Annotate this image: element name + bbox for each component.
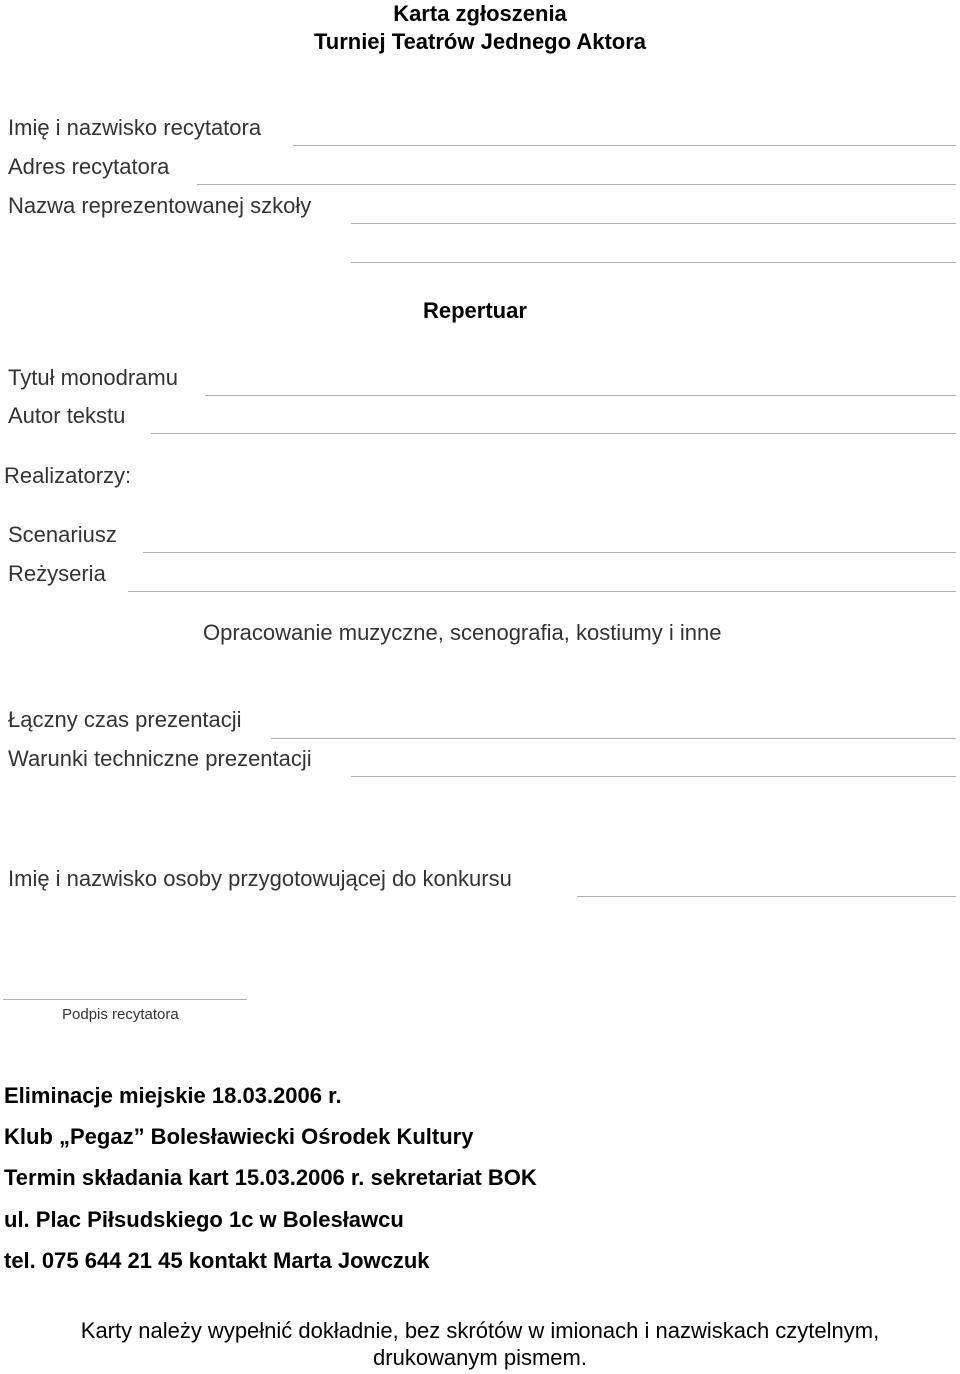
- school-label: Nazwa reprezentowanej szkoły: [8, 193, 312, 218]
- info-address: ul. Plac Piłsudskiego 1c w Bolesławcu: [4, 1207, 404, 1232]
- author-line[interactable]: [151, 433, 956, 434]
- direction-label: Reżyseria: [8, 561, 106, 586]
- direction-line[interactable]: [128, 591, 956, 592]
- repertoire-heading: Repertuar: [423, 298, 527, 323]
- name-field-line[interactable]: [293, 145, 956, 146]
- school-field-line[interactable]: [351, 223, 956, 224]
- teacher-label: Imię i nazwisko osoby przygotowującej do konkursu: [8, 866, 512, 891]
- other-creators-label: Opracowanie muzyczne, scenografia, kostiumy i inne: [203, 620, 722, 645]
- school-field-line-2[interactable]: [351, 262, 956, 263]
- total-time-label: Łączny czas prezentacji: [8, 707, 242, 732]
- creators-heading: Realizatorzy:: [4, 463, 132, 488]
- info-contact: tel. 075 644 21 45 kontakt Marta Jowczuk: [4, 1248, 430, 1273]
- info-eliminations: Eliminacje miejskie 18.03.2006 r.: [4, 1083, 342, 1108]
- signature-label: Podpis recytatora: [62, 1006, 179, 1023]
- address-field-line[interactable]: [197, 184, 956, 185]
- script-label: Scenariusz: [8, 522, 117, 547]
- note-line-2: drukowanym pismem.: [373, 1345, 587, 1370]
- technical-conditions-line[interactable]: [351, 776, 956, 777]
- author-label: Autor tekstu: [8, 403, 126, 428]
- name-label: Imię i nazwisko recytatora: [8, 115, 262, 140]
- note-line-1: Karty należy wypełnić dokładnie, bez skrótów w imionach i nazwiskach czytelnym,: [80, 1318, 880, 1343]
- form-title: Karta zgłoszenia: [393, 1, 567, 26]
- technical-conditions-label: Warunki techniczne prezentacji: [8, 746, 312, 771]
- info-venue: Klub „Pegaz” Bolesławiecki Ośrodek Kultury: [4, 1124, 474, 1149]
- total-time-line[interactable]: [271, 738, 956, 739]
- teacher-line[interactable]: [577, 896, 956, 897]
- monodrama-title-line[interactable]: [205, 395, 956, 396]
- info-deadline: Termin składania kart 15.03.2006 r. sekretariat BOK: [4, 1165, 537, 1190]
- monodrama-title-label: Tytuł monodramu: [8, 365, 178, 390]
- address-label: Adres recytatora: [8, 154, 170, 179]
- signature-line[interactable]: [3, 999, 247, 1000]
- script-line[interactable]: [143, 552, 956, 553]
- competition-title: Turniej Teatrów Jednego Aktora: [313, 29, 647, 54]
